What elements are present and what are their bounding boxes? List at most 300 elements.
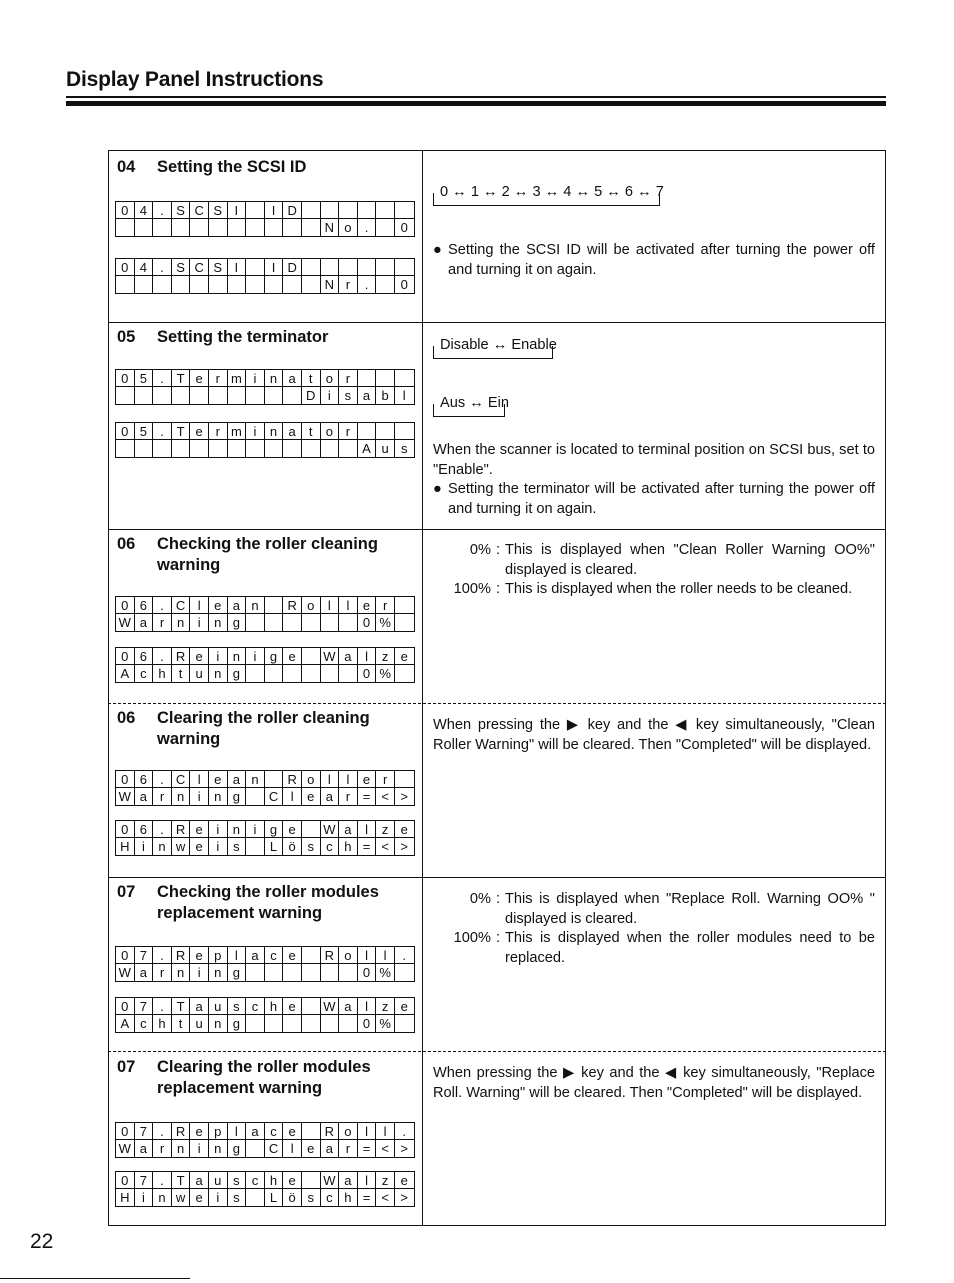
lcd-cell: s — [228, 838, 247, 855]
lcd-cell: 0 — [116, 821, 135, 838]
lcd-cell — [395, 259, 414, 276]
lcd-cell — [209, 276, 228, 293]
lcd-cell — [302, 665, 321, 682]
lcd-cell: e — [395, 1172, 414, 1189]
lcd-cell: c — [321, 838, 340, 855]
lcd-cell — [302, 440, 321, 457]
lcd-cell: a — [190, 1172, 209, 1189]
lcd-cell: > — [400, 839, 408, 854]
lcd-cell: i — [321, 387, 340, 404]
lcd-cell — [172, 219, 191, 236]
lcd-cell — [246, 1189, 265, 1206]
lcd-cell: D — [283, 202, 302, 219]
lcd-cell: W — [116, 1140, 135, 1157]
lcd-cell: l — [358, 648, 377, 665]
lcd-cell: l — [228, 947, 247, 964]
lcd-cell: W — [116, 788, 135, 805]
lcd-cell — [376, 259, 395, 276]
lcd-cell — [376, 370, 395, 387]
lcd-cell: h — [153, 665, 172, 682]
lcd-cell: 0 — [116, 259, 135, 276]
lcd-cell: r — [153, 964, 172, 981]
lcd-cell: p — [209, 1123, 228, 1140]
lcd-cell: c — [321, 1189, 340, 1206]
lcd-cell: a — [339, 998, 358, 1015]
lcd-cell — [321, 1015, 340, 1032]
lcd-cell — [246, 964, 265, 981]
lcd-cell: i — [190, 614, 209, 631]
lcd-cell: 4 — [135, 259, 154, 276]
lcd-cell — [376, 276, 395, 293]
lcd-cell: l — [228, 1123, 247, 1140]
lcd-cell: R — [172, 947, 191, 964]
lcd-cell: e — [358, 771, 377, 788]
lcd-cell: b — [376, 387, 395, 404]
lcd-cell: s — [400, 441, 408, 456]
lcd-cell: W — [321, 1172, 340, 1189]
header-rule-thick — [66, 101, 886, 106]
lcd-cell: e — [209, 597, 228, 614]
lcd-cell: g — [228, 964, 247, 981]
bullet-text: Setting the terminator will be activated after turning the power off and turning it on again. — [448, 481, 875, 517]
lcd-cell: l — [376, 1123, 395, 1140]
lcd-cell: . — [358, 276, 377, 293]
lcd-cell: n — [153, 838, 172, 855]
lcd-cell — [153, 219, 172, 236]
lcd-cell: 5 — [135, 370, 154, 387]
lcd-cell — [283, 387, 302, 404]
footer-rule — [0, 1278, 190, 1279]
lcd-cell: r — [339, 276, 358, 293]
lcd-display — [115, 647, 415, 683]
lcd-cell — [321, 259, 340, 276]
lcd-cell — [190, 219, 209, 236]
lcd-cell: o — [339, 1123, 358, 1140]
lcd-cell: l — [358, 998, 377, 1015]
lcd-cell — [135, 219, 154, 236]
lcd-display — [115, 422, 415, 458]
lcd-cell: i — [135, 1189, 154, 1206]
lcd-cell: I — [228, 259, 247, 276]
lcd-display — [115, 596, 415, 632]
lcd-cell: 0 — [116, 998, 135, 1015]
lcd-cell: D — [302, 387, 321, 404]
lcd-cell: e — [395, 648, 414, 665]
lcd-cell — [302, 614, 321, 631]
lcd-cell — [376, 202, 395, 219]
lcd-cell: l — [283, 788, 302, 805]
lcd-cell — [302, 1172, 321, 1189]
lcd-cell — [395, 1015, 414, 1032]
note-block: ● Setting the SCSI ID will be activated after turning the power off and turning it on again. — [433, 241, 875, 280]
lcd-cell: r — [153, 614, 172, 631]
lcd-cell: . — [153, 998, 172, 1015]
lcd-cell: n — [209, 964, 228, 981]
lcd-cell: l — [358, 821, 377, 838]
lcd-cell: l — [283, 1140, 302, 1157]
lcd-cell: c — [265, 947, 284, 964]
section-title-roller-cleaning-check: 06 Checking the roller cleaning warning — [117, 535, 378, 574]
lcd-cell: c — [135, 1015, 154, 1032]
lcd-cell — [265, 276, 284, 293]
lcd-cell: e — [190, 648, 209, 665]
lcd-cell: A — [116, 1015, 135, 1032]
lcd-cell: 6 — [135, 821, 154, 838]
lcd-cell: l — [376, 947, 395, 964]
lcd-cell: r — [376, 597, 395, 614]
lcd-cell: 0 — [116, 648, 135, 665]
lcd-cell: a — [228, 597, 247, 614]
lcd-cell — [265, 964, 284, 981]
lcd-cell — [302, 202, 321, 219]
lcd-cell — [190, 440, 209, 457]
lcd-cell: S — [209, 259, 228, 276]
lcd-cell: c — [246, 998, 265, 1015]
lcd-display — [115, 820, 415, 856]
lcd-cell — [302, 964, 321, 981]
lcd-cell — [246, 665, 265, 682]
lcd-cell: S — [172, 259, 191, 276]
lcd-cell — [116, 276, 135, 293]
lcd-cell: g — [228, 614, 247, 631]
lcd-cell: . — [153, 597, 172, 614]
lcd-cell: e — [190, 1189, 209, 1206]
lcd-cell — [246, 614, 265, 631]
lcd-cell: c — [265, 1123, 284, 1140]
row-divider-dashed — [108, 1051, 886, 1052]
lcd-cell: R — [321, 947, 340, 964]
lcd-cell — [153, 387, 172, 404]
lcd-cell: r — [153, 1140, 172, 1157]
lcd-cell — [358, 423, 377, 440]
lcd-cell: R — [283, 771, 302, 788]
lcd-cell — [302, 276, 321, 293]
lcd-cell: t — [302, 370, 321, 387]
lcd-cell: g — [228, 788, 247, 805]
lcd-cell — [246, 1140, 265, 1157]
lcd-cell — [302, 947, 321, 964]
lcd-cell — [153, 440, 172, 457]
lcd-cell: N — [321, 276, 340, 293]
lcd-cell: e — [190, 947, 209, 964]
lcd-cell: g — [228, 1140, 247, 1157]
lcd-cell: n — [265, 423, 284, 440]
lcd-cell — [228, 219, 247, 236]
lcd-cell: i — [190, 1140, 209, 1157]
lcd-cell — [339, 614, 358, 631]
lcd-cell: n — [265, 370, 284, 387]
lcd-cell: l — [321, 771, 340, 788]
lcd-cell: 7 — [135, 1123, 154, 1140]
lcd-cell: C — [265, 1140, 284, 1157]
lcd-cell: e — [190, 821, 209, 838]
lcd-cell: % — [376, 1015, 395, 1032]
row-divider — [108, 877, 886, 878]
lcd-cell — [302, 219, 321, 236]
lcd-cell: T — [172, 1172, 191, 1189]
lcd-cell: . — [153, 423, 172, 440]
lcd-cell: e — [190, 1123, 209, 1140]
lcd-cell — [395, 423, 414, 440]
lcd-cell: o — [339, 947, 358, 964]
header-rule-thin — [66, 96, 886, 98]
lcd-cell: A — [358, 440, 377, 457]
lcd-cell: r — [376, 771, 395, 788]
lcd-cell — [246, 1015, 265, 1032]
lcd-cell — [116, 440, 135, 457]
lcd-cell — [376, 219, 395, 236]
row-divider — [108, 529, 886, 530]
lcd-cell: a — [339, 648, 358, 665]
lcd-cell: 0 — [358, 1015, 377, 1032]
lcd-cell: n — [209, 614, 228, 631]
lcd-cell: i — [209, 648, 228, 665]
lcd-cell: u — [209, 998, 228, 1015]
lcd-cell — [190, 276, 209, 293]
lcd-cell: i — [246, 648, 265, 665]
lcd-display — [115, 770, 415, 806]
lcd-cell: C — [190, 202, 209, 219]
lcd-cell: . — [358, 219, 377, 236]
lcd-cell: a — [135, 614, 154, 631]
lcd-cell: . — [153, 370, 172, 387]
lcd-cell: e — [283, 1123, 302, 1140]
lcd-cell: n — [209, 788, 228, 805]
lcd-cell: e — [209, 771, 228, 788]
section-title-roller-modules-clear: 07 Clearing the roller modules replacement warning — [117, 1058, 371, 1097]
lcd-cell — [265, 219, 284, 236]
definition-list: 0% : This is displayed when "Clean Roller Warning OO%" displayed is cleared. 100% : This is displayed when the roller needs to be cleaned. — [453, 542, 875, 597]
lcd-cell: c — [135, 665, 154, 682]
lcd-cell: 0 — [400, 277, 408, 292]
lcd-cell: 7 — [135, 1172, 154, 1189]
lcd-cell: H — [116, 1189, 135, 1206]
lcd-cell: u — [190, 1015, 209, 1032]
lcd-cell: < — [376, 838, 395, 855]
lcd-cell: g — [265, 648, 284, 665]
lcd-cell — [135, 276, 154, 293]
lcd-cell: r — [339, 1140, 358, 1157]
lcd-cell: a — [228, 771, 247, 788]
lcd-cell: i — [209, 1189, 228, 1206]
lcd-cell: i — [246, 370, 265, 387]
lcd-cell — [321, 440, 340, 457]
lcd-cell: l — [358, 947, 377, 964]
lcd-cell: . — [153, 648, 172, 665]
lcd-cell — [172, 276, 191, 293]
lcd-cell — [395, 771, 414, 788]
lcd-cell — [358, 202, 377, 219]
lcd-cell: u — [209, 1172, 228, 1189]
lcd-cell: i — [209, 821, 228, 838]
lcd-cell: i — [246, 423, 265, 440]
lcd-cell — [172, 440, 191, 457]
lcd-cell — [302, 259, 321, 276]
lcd-cell: i — [190, 788, 209, 805]
lcd-cell: l — [190, 771, 209, 788]
lcd-cell: e — [190, 838, 209, 855]
row-divider-dashed — [108, 703, 886, 704]
lcd-cell — [358, 370, 377, 387]
lcd-cell — [135, 440, 154, 457]
lcd-cell: o — [321, 370, 340, 387]
lcd-cell: 0 — [116, 947, 135, 964]
lcd-cell — [228, 440, 247, 457]
lcd-cell — [246, 259, 265, 276]
lcd-cell: R — [172, 821, 191, 838]
lcd-cell: e — [302, 788, 321, 805]
lcd-display — [115, 1122, 415, 1158]
lcd-cell — [339, 1015, 358, 1032]
lcd-cell — [265, 1015, 284, 1032]
lcd-cell: a — [246, 1123, 265, 1140]
lcd-cell: 0 — [358, 614, 377, 631]
lcd-cell: = — [358, 1189, 377, 1206]
lcd-cell — [283, 440, 302, 457]
lcd-cell: a — [135, 964, 154, 981]
lcd-cell: % — [376, 964, 395, 981]
lcd-cell: c — [246, 1172, 265, 1189]
cycle-diagram: 0 ↔ 1 ↔ 2 ↔ 3 ↔ 4 ↔ 5 ↔ 6 ↔ 7 — [433, 183, 664, 202]
lcd-cell — [228, 276, 247, 293]
instruction-text: When pressing the ▶ key and the ◀ key simultaneously, "Replace Roll. Warning" will be cleared. Then "Completed" will be displayed. — [433, 1065, 875, 1101]
lcd-cell: . — [153, 821, 172, 838]
lcd-cell: a — [321, 1140, 340, 1157]
lcd-cell: = — [358, 838, 377, 855]
lcd-cell: n — [228, 648, 247, 665]
lcd-cell: a — [246, 947, 265, 964]
lcd-cell: s — [302, 1189, 321, 1206]
lcd-cell: W — [116, 964, 135, 981]
lcd-cell — [135, 387, 154, 404]
lcd-cell: H — [116, 838, 135, 855]
lcd-display — [115, 258, 415, 294]
cycle-diagram: Disable ↔ Enable — [433, 336, 557, 355]
lcd-cell: n — [209, 665, 228, 682]
lcd-cell — [209, 387, 228, 404]
note-text: When the scanner is located to terminal position on SCSI bus, set to "Enable". — [433, 442, 875, 478]
lcd-cell: s — [339, 387, 358, 404]
lcd-cell — [209, 440, 228, 457]
lcd-cell: 6 — [135, 648, 154, 665]
lcd-cell — [283, 665, 302, 682]
bullet-text: Setting the SCSI ID will be activated after turning the power off and turning it on again. — [448, 242, 875, 278]
lcd-cell: n — [172, 964, 191, 981]
lcd-cell: 7 — [135, 947, 154, 964]
lcd-cell — [395, 614, 414, 631]
lcd-cell: 0 — [116, 423, 135, 440]
lcd-cell: 0 — [116, 771, 135, 788]
lcd-cell: % — [376, 614, 395, 631]
lcd-cell — [339, 202, 358, 219]
lcd-cell: w — [172, 838, 191, 855]
lcd-cell — [265, 614, 284, 631]
lcd-cell: a — [283, 370, 302, 387]
lcd-cell — [302, 1123, 321, 1140]
lcd-cell: . — [153, 202, 172, 219]
lcd-cell: ö — [283, 1189, 302, 1206]
lcd-cell: a — [135, 788, 154, 805]
lcd-cell: l — [358, 1123, 377, 1140]
lcd-cell: C — [172, 771, 191, 788]
column-divider — [422, 150, 423, 1226]
lcd-cell — [265, 440, 284, 457]
lcd-cell — [339, 259, 358, 276]
lcd-cell — [283, 1015, 302, 1032]
lcd-cell: r — [339, 370, 358, 387]
lcd-cell: z — [376, 998, 395, 1015]
lcd-cell: C — [190, 259, 209, 276]
lcd-cell: . — [153, 1172, 172, 1189]
lcd-display — [115, 997, 415, 1033]
lcd-cell — [172, 387, 191, 404]
lcd-cell: 7 — [135, 998, 154, 1015]
lcd-cell: a — [339, 821, 358, 838]
lcd-cell: s — [228, 1189, 247, 1206]
lcd-cell: I — [228, 202, 247, 219]
lcd-cell: e — [283, 821, 302, 838]
lcd-cell — [302, 1015, 321, 1032]
lcd-cell: e — [302, 1140, 321, 1157]
lcd-cell: o — [302, 597, 321, 614]
lcd-cell — [395, 665, 414, 682]
lcd-cell — [283, 964, 302, 981]
lcd-cell: T — [172, 998, 191, 1015]
lcd-cell — [283, 276, 302, 293]
lcd-cell — [246, 219, 265, 236]
lcd-cell — [376, 423, 395, 440]
lcd-cell: N — [321, 219, 340, 236]
lcd-cell: 6 — [135, 597, 154, 614]
lcd-cell: = — [358, 788, 377, 805]
lcd-cell: S — [209, 202, 228, 219]
lcd-cell: T — [172, 423, 191, 440]
lcd-cell — [302, 821, 321, 838]
lcd-cell: A — [116, 665, 135, 682]
lcd-cell: > — [400, 1190, 408, 1205]
lcd-cell: W — [321, 998, 340, 1015]
lcd-cell: o — [339, 219, 358, 236]
lcd-cell — [302, 648, 321, 665]
lcd-cell: r — [209, 370, 228, 387]
lcd-cell: n — [172, 788, 191, 805]
lcd-cell — [395, 964, 414, 981]
lcd-cell: S — [172, 202, 191, 219]
lcd-cell: I — [265, 202, 284, 219]
lcd-cell: 0 — [116, 370, 135, 387]
lcd-cell: 6 — [135, 771, 154, 788]
lcd-cell — [321, 665, 340, 682]
lcd-display — [115, 946, 415, 982]
lcd-cell: . — [153, 259, 172, 276]
lcd-cell: = — [358, 1140, 377, 1157]
lcd-cell: R — [172, 648, 191, 665]
lcd-cell: a — [358, 387, 377, 404]
lcd-cell — [246, 276, 265, 293]
lcd-cell — [246, 387, 265, 404]
lcd-cell: e — [190, 370, 209, 387]
lcd-cell: C — [172, 597, 191, 614]
lcd-cell: 5 — [135, 423, 154, 440]
lcd-cell: . — [153, 1123, 172, 1140]
lcd-cell — [246, 838, 265, 855]
lcd-cell: ö — [283, 838, 302, 855]
lcd-cell: n — [246, 597, 265, 614]
lcd-cell: s — [228, 998, 247, 1015]
lcd-cell: n — [172, 1140, 191, 1157]
lcd-cell: l — [402, 388, 406, 403]
lcd-cell: g — [228, 665, 247, 682]
